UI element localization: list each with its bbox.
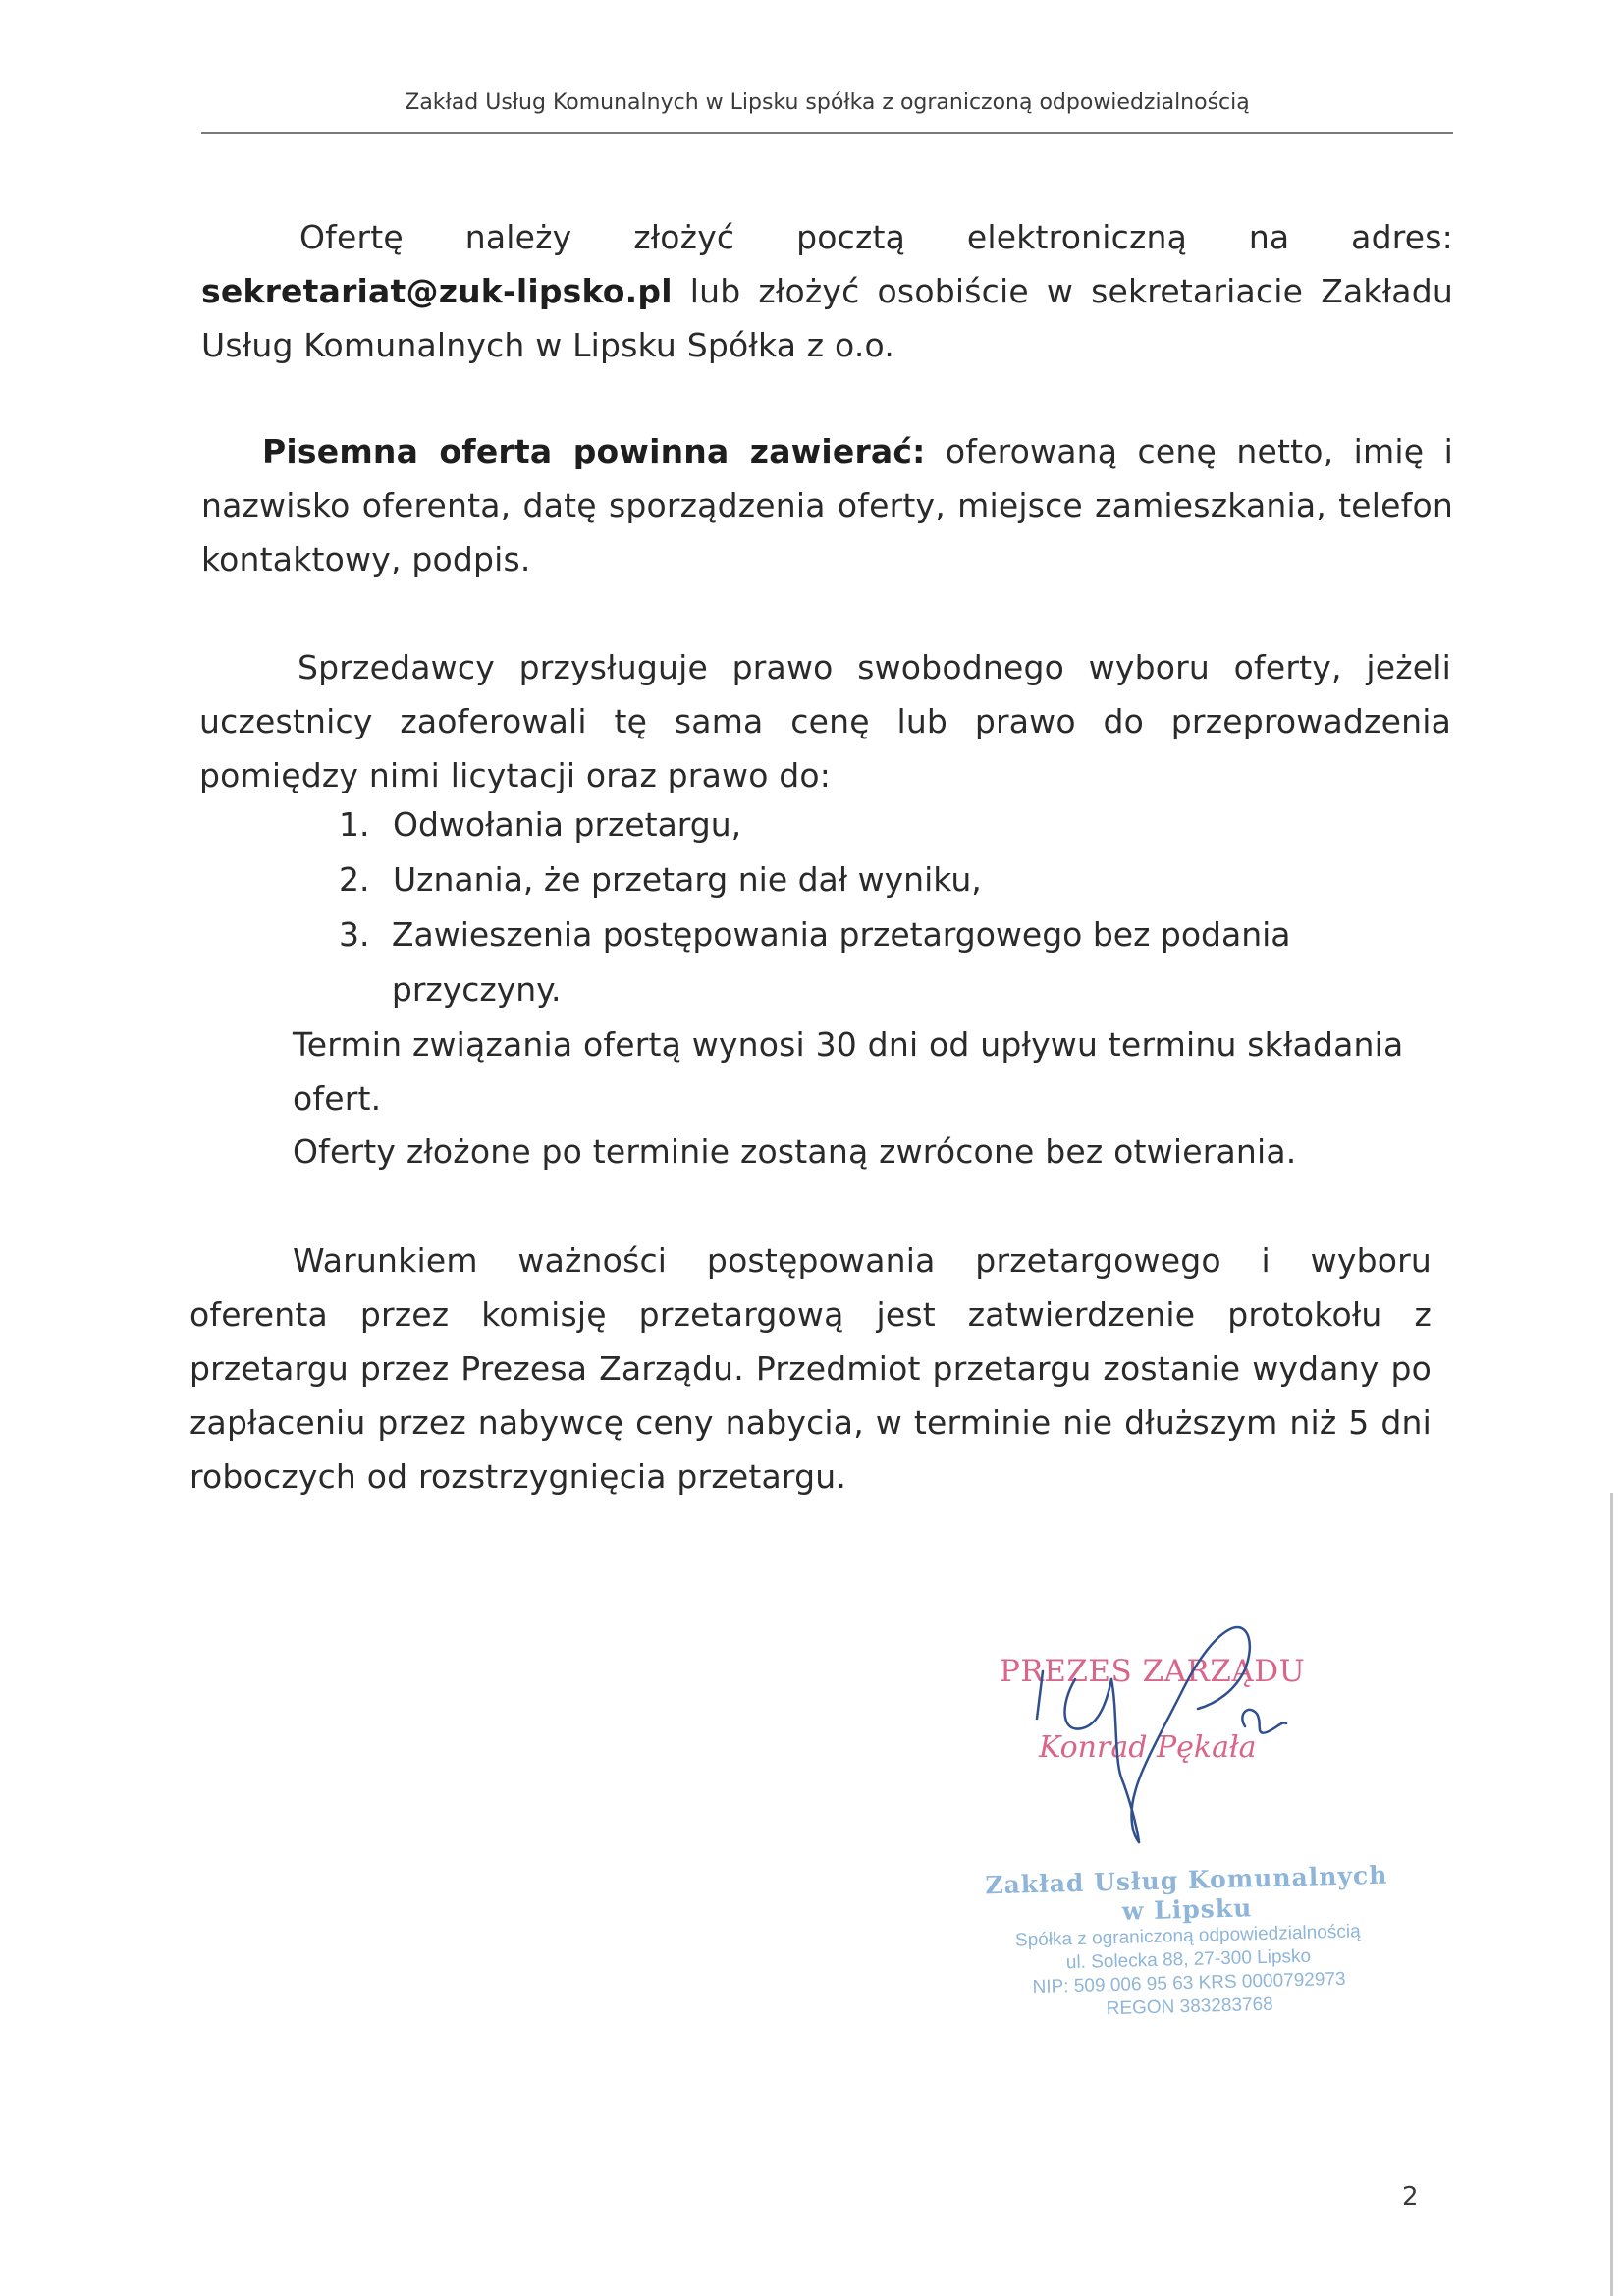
seller-rights-text: Sprzedawcy przysługuje prawo swobodnego wyboru oferty, jeżeli uczestnicy zaoferowali tę sama cenę lub prawo do przeprowadzenia pomiędzy nimi licytacji oraz prawo do: bbox=[199, 648, 1451, 794]
paragraph-offer-contents bbox=[201, 424, 1453, 586]
stamp-nip-krs: NIP: 509 006 95 63 KRS 0000792973 bbox=[1032, 1968, 1346, 1998]
stamp-regon: REGON 383283768 bbox=[1106, 1994, 1273, 2020]
signature-stamp-name: Konrad Pękała bbox=[1039, 1730, 1257, 1765]
submission-text: Ofertę należy złożyć pocztą elektroniczną na adres: bbox=[299, 218, 1453, 256]
paragraph-seller-rights bbox=[199, 640, 1451, 802]
stamp-city: w Lipsku bbox=[1121, 1893, 1253, 1926]
stamp-address: ul. Solecka 88, 27-300 Lipsko bbox=[1065, 1945, 1312, 1974]
paragraph-validity-conditions bbox=[189, 1233, 1432, 1503]
stamp-legal-form: Spółka z ograniczoną odpowiedzialnością bbox=[1014, 1921, 1361, 1951]
scan-edge-shadow bbox=[1610, 1493, 1613, 2296]
rights-list bbox=[339, 797, 1448, 1017]
list-item-text: Uznania, że przetarg nie dał wyniku, bbox=[393, 860, 982, 899]
email-address: sekretariat@zuk-lipsko.pl bbox=[201, 272, 673, 310]
list-item bbox=[339, 907, 1448, 1017]
list-item-text: Odwołania przetargu, bbox=[393, 805, 742, 844]
signature-stamp-title: PREZES ZARZĄDU bbox=[1000, 1654, 1306, 1689]
company-stamp bbox=[980, 1861, 1396, 2025]
list-item bbox=[339, 852, 1448, 907]
paragraph-binding-period: Termin związania ofertą wynosi 30 dni od upływu terminu składania ofert. bbox=[293, 1025, 1404, 1118]
list-item-number: 1. bbox=[339, 805, 370, 844]
paragraph-late-offers: Oferty złożone po terminie zostaną zwrócone bez otwierania. bbox=[293, 1132, 1297, 1171]
handwritten-signature bbox=[992, 1611, 1325, 1856]
list-item-number: 3. bbox=[339, 915, 370, 954]
list-item bbox=[339, 797, 1448, 852]
paragraph-submission bbox=[201, 210, 1453, 372]
list-item-number: 2. bbox=[339, 860, 370, 899]
page-number: 2 bbox=[1402, 2182, 1419, 2212]
header-divider bbox=[201, 132, 1453, 134]
signature-block bbox=[992, 1611, 1325, 1856]
submission-text-end: lub złożyć osobiście w sekretariacie Zakładu Usług Komunalnych w Lipsku Spółka z o.o. bbox=[201, 272, 1453, 364]
stamp-company-name: Zakład Usług Komunalnych bbox=[984, 1860, 1388, 1900]
list-item-text: Zawieszenia postępowania przetargowego bez podania przyczyny. bbox=[391, 915, 1291, 1009]
offer-contents-text: oferowaną cenę netto, imię i nazwisko oferenta, datę sporządzenia oferty, miejsce zamieszkania, telefon kontaktowy, podpis. bbox=[201, 432, 1453, 578]
validity-conditions-text: Warunkiem ważności postępowania przetargowego i wyboru oferenta przez komisję przetargową jest zatwierdzenie protokołu z przetargu przez Prezesa Zarządu. Przedmiot przetargu zostanie wydany po zapłaceniu przez nabywcę ceny nabycia, w terminie nie dłuższym niż 5 dni roboczych od rozstrzygnięcia przetargu. bbox=[189, 1241, 1432, 1496]
offer-contents-heading: Pisemna oferta powinna zawierać: bbox=[262, 432, 926, 470]
page-header: Zakład Usług Komunalnych w Lipsku spółka z ograniczoną odpowiedzialnością bbox=[405, 90, 1250, 115]
